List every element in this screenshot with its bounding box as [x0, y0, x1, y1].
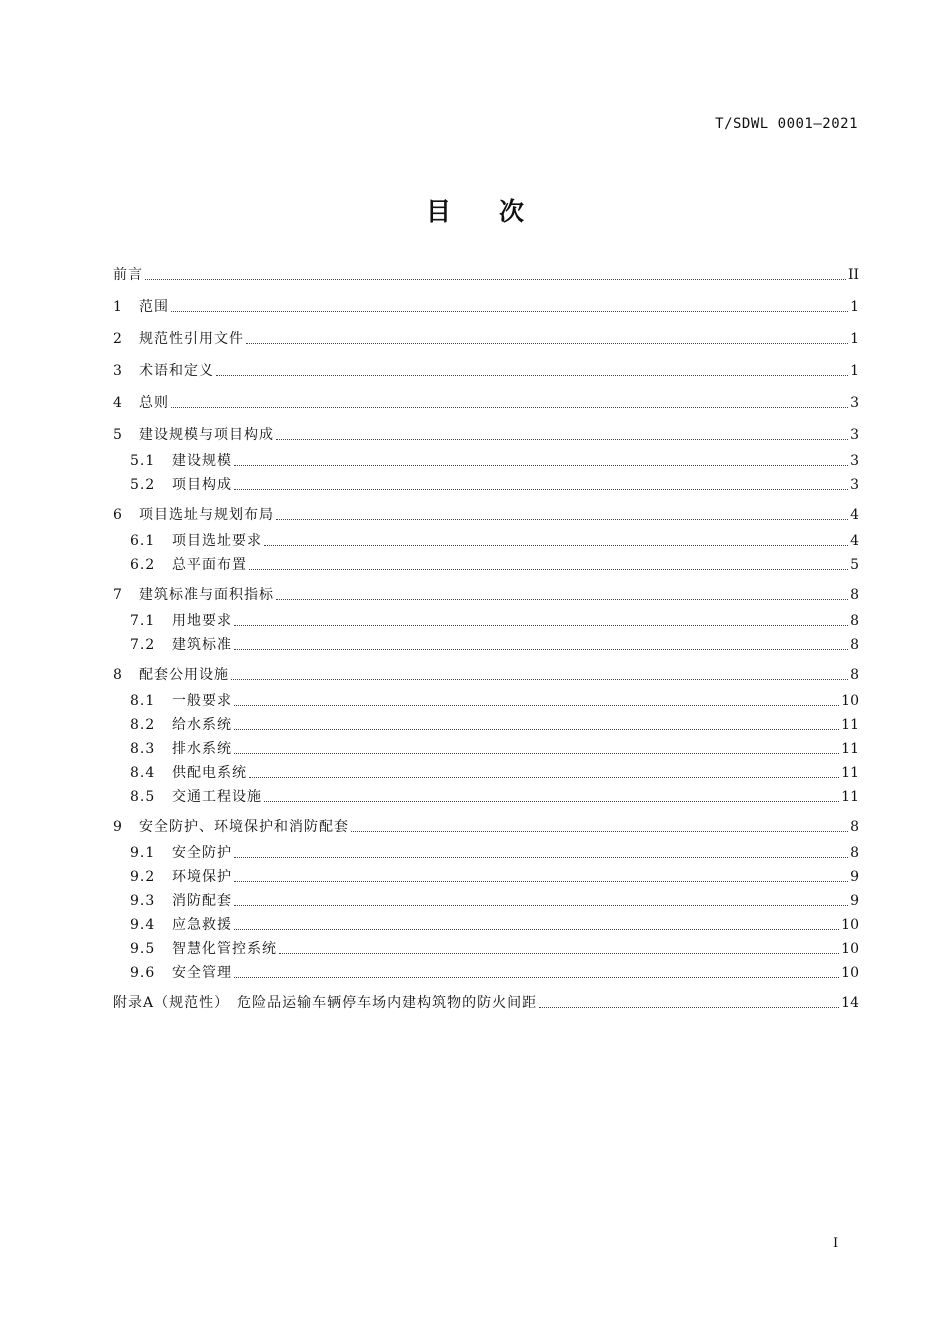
toc-entry-label: 供配电系统 — [172, 765, 247, 781]
dot-leader — [234, 648, 848, 650]
toc-entry-page: 8 — [850, 845, 859, 861]
toc-entry-page: 3 — [850, 453, 859, 469]
toc-entry[interactable] — [113, 294, 859, 316]
title-char-2: 次 — [499, 197, 525, 226]
toc-entry-number: 8.5 — [130, 789, 156, 805]
toc-entry-label: 前言 — [113, 267, 143, 283]
toc-entry[interactable] — [113, 552, 859, 574]
toc-entry-number: 9.1 — [130, 845, 156, 861]
toc-entry-page: 8 — [850, 667, 859, 683]
toc-entry[interactable] — [113, 632, 859, 654]
toc-entry-page: 1 — [850, 363, 859, 379]
toc-entry-number: 9.2 — [130, 869, 156, 885]
toc-entry-number: 7.1 — [130, 613, 156, 629]
toc-entry[interactable] — [113, 448, 859, 470]
toc-entry-page: 4 — [850, 507, 859, 523]
toc-entry-number: 9.3 — [130, 893, 156, 909]
toc-entry-number: 8.4 — [130, 765, 156, 781]
toc-entry-label: 建设规模与项目构成 — [139, 427, 274, 443]
dot-leader — [171, 406, 848, 408]
toc-entry[interactable] — [113, 840, 859, 862]
toc-entry[interactable] — [113, 262, 859, 284]
toc-entry[interactable] — [113, 472, 859, 494]
toc-entry[interactable] — [113, 390, 859, 412]
dot-leader — [234, 928, 839, 930]
title-char-1: 目 — [425, 197, 451, 226]
toc-entry-number: 6.1 — [130, 533, 156, 549]
toc-entry-page: 9 — [850, 869, 859, 885]
dot-leader — [276, 598, 848, 600]
toc-entry-number: 6.2 — [130, 557, 156, 573]
toc-entry[interactable] — [113, 358, 859, 380]
toc-entry-page: 3 — [850, 395, 859, 411]
dot-leader — [234, 488, 848, 490]
toc-entry-label: 安全管理 — [172, 965, 232, 981]
toc-entry[interactable] — [113, 960, 859, 982]
toc-entry-label: 术语和定义 — [139, 363, 214, 379]
toc-entry-page: II — [847, 267, 859, 283]
toc-entry-number: 6 — [113, 507, 122, 523]
toc-entry-number: 8 — [113, 667, 122, 683]
toc-entry-page: 8 — [850, 587, 859, 603]
toc-entry-page: 1 — [850, 331, 859, 347]
toc-entry-page: 11 — [841, 789, 859, 805]
toc-entry-label: 项目选址与规划布局 — [139, 507, 274, 523]
toc-entry[interactable] — [113, 582, 859, 604]
toc-entry-page: 3 — [850, 427, 859, 443]
toc-entry-label: 规范性引用文件 — [139, 331, 244, 347]
toc-entry-page: 10 — [841, 941, 859, 957]
dot-leader — [234, 976, 839, 978]
dot-leader — [276, 518, 848, 520]
toc-entry[interactable] — [113, 784, 859, 806]
toc-entry[interactable] — [113, 326, 859, 348]
dot-leader — [351, 830, 848, 832]
dot-leader — [234, 904, 848, 906]
toc-entry[interactable] — [113, 712, 859, 734]
toc-entry-label: 附录A（规范性） 危险品运输车辆停车场内建构筑物的防火间距 — [113, 995, 538, 1011]
toc-entry-page: 10 — [841, 693, 859, 709]
toc-entry-label: 范围 — [139, 299, 169, 315]
toc-entry-number: 8.1 — [130, 693, 156, 709]
dot-leader — [234, 624, 848, 626]
toc-entry-label: 一般要求 — [172, 693, 232, 709]
toc-entry[interactable] — [113, 422, 859, 444]
dot-leader — [279, 952, 839, 954]
dot-leader — [234, 880, 848, 882]
toc-entry[interactable] — [113, 688, 859, 710]
toc-entry[interactable] — [113, 760, 859, 782]
toc-entry-number: 3 — [113, 363, 122, 379]
toc-entry-number: 7.2 — [130, 637, 156, 653]
toc-entry[interactable] — [113, 990, 859, 1012]
toc-entry-label: 交通工程设施 — [172, 789, 262, 805]
dot-leader — [234, 704, 839, 706]
toc-entry-page: 8 — [850, 637, 859, 653]
toc-entry-number: 9.6 — [130, 965, 156, 981]
toc-entry-page: 3 — [850, 477, 859, 493]
toc-entry-page: 14 — [841, 995, 859, 1011]
toc-entry-page: 4 — [850, 533, 859, 549]
dot-leader — [246, 342, 848, 344]
toc-entry-page: 11 — [841, 717, 859, 733]
toc-entry-label: 配套公用设施 — [139, 667, 229, 683]
toc-entry[interactable] — [113, 888, 859, 910]
toc-entry-page: 8 — [850, 613, 859, 629]
toc-entry-label: 消防配套 — [172, 893, 232, 909]
toc-entry-label: 排水系统 — [172, 741, 232, 757]
toc-entry[interactable] — [113, 814, 859, 836]
dot-leader — [249, 568, 848, 570]
document-code: T/SDWL 0001—2021 — [715, 116, 858, 132]
toc-entry-number: 9 — [113, 819, 122, 835]
toc-entry-number: 7 — [113, 587, 122, 603]
toc-entry[interactable] — [113, 528, 859, 550]
toc-entry[interactable] — [113, 736, 859, 758]
toc-entry-page: 8 — [850, 819, 859, 835]
footer-page-number: I — [833, 1236, 839, 1251]
page-title — [0, 192, 950, 228]
dot-leader — [145, 278, 846, 280]
dot-leader — [249, 776, 839, 778]
toc-entry-page: 9 — [850, 893, 859, 909]
toc-entry-label: 安全防护、环境保护和消防配套 — [139, 819, 349, 835]
toc-entry-number: 4 — [113, 395, 122, 411]
toc-entry[interactable] — [113, 912, 859, 934]
dot-leader — [234, 464, 848, 466]
toc-entry-number: 5 — [113, 427, 122, 443]
dot-leader — [264, 544, 848, 546]
toc-entry-number: 2 — [113, 331, 122, 347]
dot-leader — [171, 310, 848, 312]
dot-leader — [276, 438, 848, 440]
toc-entry-label: 建设规模 — [172, 453, 232, 469]
dot-leader — [231, 678, 848, 680]
toc-entry-page: 5 — [850, 557, 859, 573]
toc-entry-number: 1 — [113, 299, 122, 315]
toc-entry-label: 建筑标准与面积指标 — [139, 587, 274, 603]
toc-entry-label: 给水系统 — [172, 717, 232, 733]
toc-entry[interactable] — [113, 936, 859, 958]
toc-entry-number: 5.2 — [130, 477, 156, 493]
toc-entry-label: 安全防护 — [172, 845, 232, 861]
toc-entry-page: 10 — [841, 917, 859, 933]
toc-entry-page: 11 — [841, 765, 859, 781]
toc-entry-number: 9.5 — [130, 941, 156, 957]
toc-entry-label: 总则 — [139, 395, 169, 411]
dot-leader — [539, 1006, 839, 1008]
toc-entry-label: 项目选址要求 — [172, 533, 262, 549]
dot-leader — [234, 856, 848, 858]
dot-leader — [234, 728, 839, 730]
toc-entry-label: 建筑标准 — [172, 637, 232, 653]
toc-entry-label: 总平面布置 — [172, 557, 247, 573]
toc-entry-number: 8.3 — [130, 741, 156, 757]
toc-entry-label: 环境保护 — [172, 869, 232, 885]
dot-leader — [264, 800, 839, 802]
dot-leader — [216, 374, 848, 376]
toc-entry-label: 应急救援 — [172, 917, 232, 933]
toc-entry-number: 9.4 — [130, 917, 156, 933]
toc-entry-page: 11 — [841, 741, 859, 757]
toc-entry-label: 用地要求 — [172, 613, 232, 629]
toc-entry-label: 智慧化管控系统 — [172, 941, 277, 957]
toc-entry[interactable] — [113, 662, 859, 684]
toc-entry-number: 5.1 — [130, 453, 156, 469]
toc-entry[interactable] — [113, 864, 859, 886]
toc-entry[interactable] — [113, 608, 859, 630]
toc-entry-number: 8.2 — [130, 717, 156, 733]
dot-leader — [234, 752, 839, 754]
toc-entry[interactable] — [113, 502, 859, 524]
toc-entry-label: 项目构成 — [172, 477, 232, 493]
toc-entry-page: 10 — [841, 965, 859, 981]
toc-entry-page: 1 — [850, 299, 859, 315]
